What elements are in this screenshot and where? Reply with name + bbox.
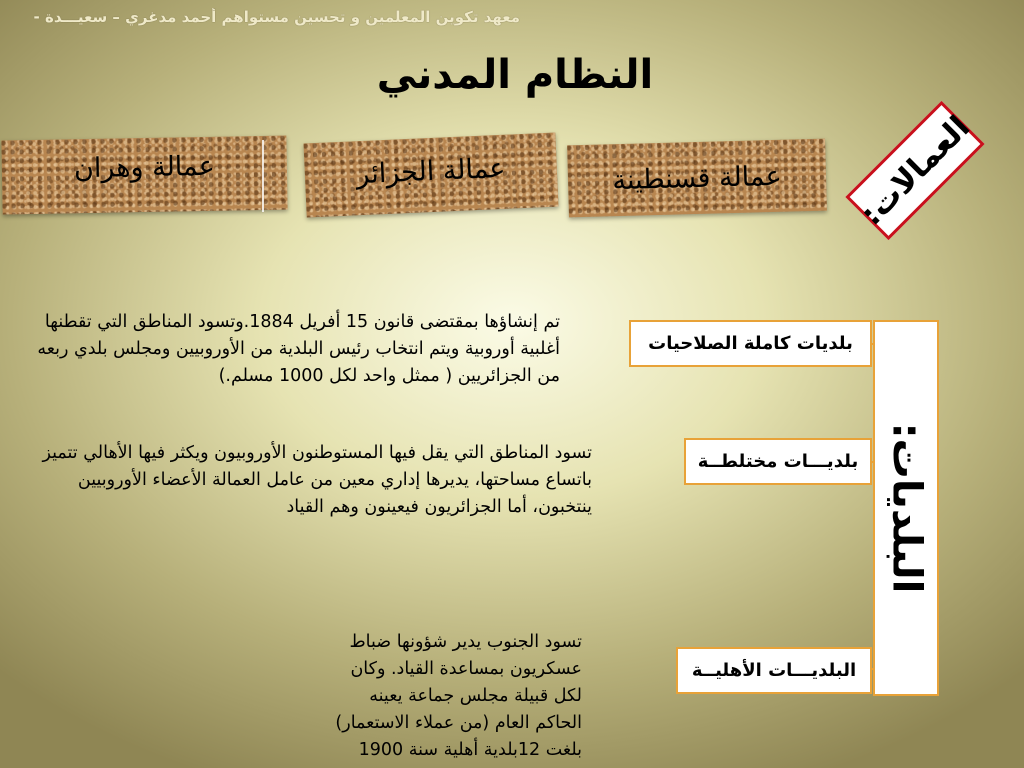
wilaya-algiers-label: عمالة الجزائر [355,152,507,190]
wilaya-algiers-box [304,133,559,218]
municipality-full-powers-box [629,320,872,367]
wilaya-constantine-label: عمالة قسنطينة [611,160,783,196]
page-title: النظام المدني [376,52,654,98]
wilaya-oran-box [1,136,287,215]
municipalities-vertical-label: البلديات: [883,422,930,594]
amalat-label: العمالات: [853,108,977,233]
municipality-full-powers-description: تم إنشاؤها بمقتضى قانون 15 أفريل 1884.وتسود المناطق التي تقطنها أغلبية أوروبية ويتم انتخاب رئيس البلدية من الأوروبيين ومجلس بلدي ربعه من الجزائريين ( ممثل واحد لكل 1000 مسلم.) [37,312,560,386]
wilaya-oran-label: عمالة وهران [73,150,215,184]
municipalities-vertical-bar [873,320,939,696]
wilaya-constantine-box [567,139,827,218]
municipality-native-description: تسود الجنوب يدير شؤونها ضباط عسكريون بمساعدة القياد. وكان لكل قبيلة مجلس جماعة يعينه الحاكم العام (من عملاء الاستعمار) بلغت 12بلدية أهلية سنة 1900 [335,632,582,760]
municipality-full-powers-label: بلديات كاملة الصلاحيات [648,333,853,354]
municipality-mixed-description: تسود المناطق التي يقل فيها المستوطنون الأوروبيون ويكثر فيها الأهالي تتميز باتساع مساحتها، يديرها إداري معين من عامل العمالة الأعضاء الأوروبيين ينتخبون، أما الجزائريون فيعينون وهم القياد [42,443,592,517]
header-strip: معهد تكوين المعلمين و تحسين مستواهم أحمد مدغري – سعيـــدة - [33,8,520,26]
oran-box-divider [262,140,264,212]
amalat-label-box [845,101,984,240]
municipality-native-box [676,647,872,694]
municipality-native-label: البلديـــات الأهليــة [691,660,857,681]
municipality-mixed-label: بلديـــات مختلطــة [697,451,859,472]
municipality-mixed-box [684,438,872,485]
